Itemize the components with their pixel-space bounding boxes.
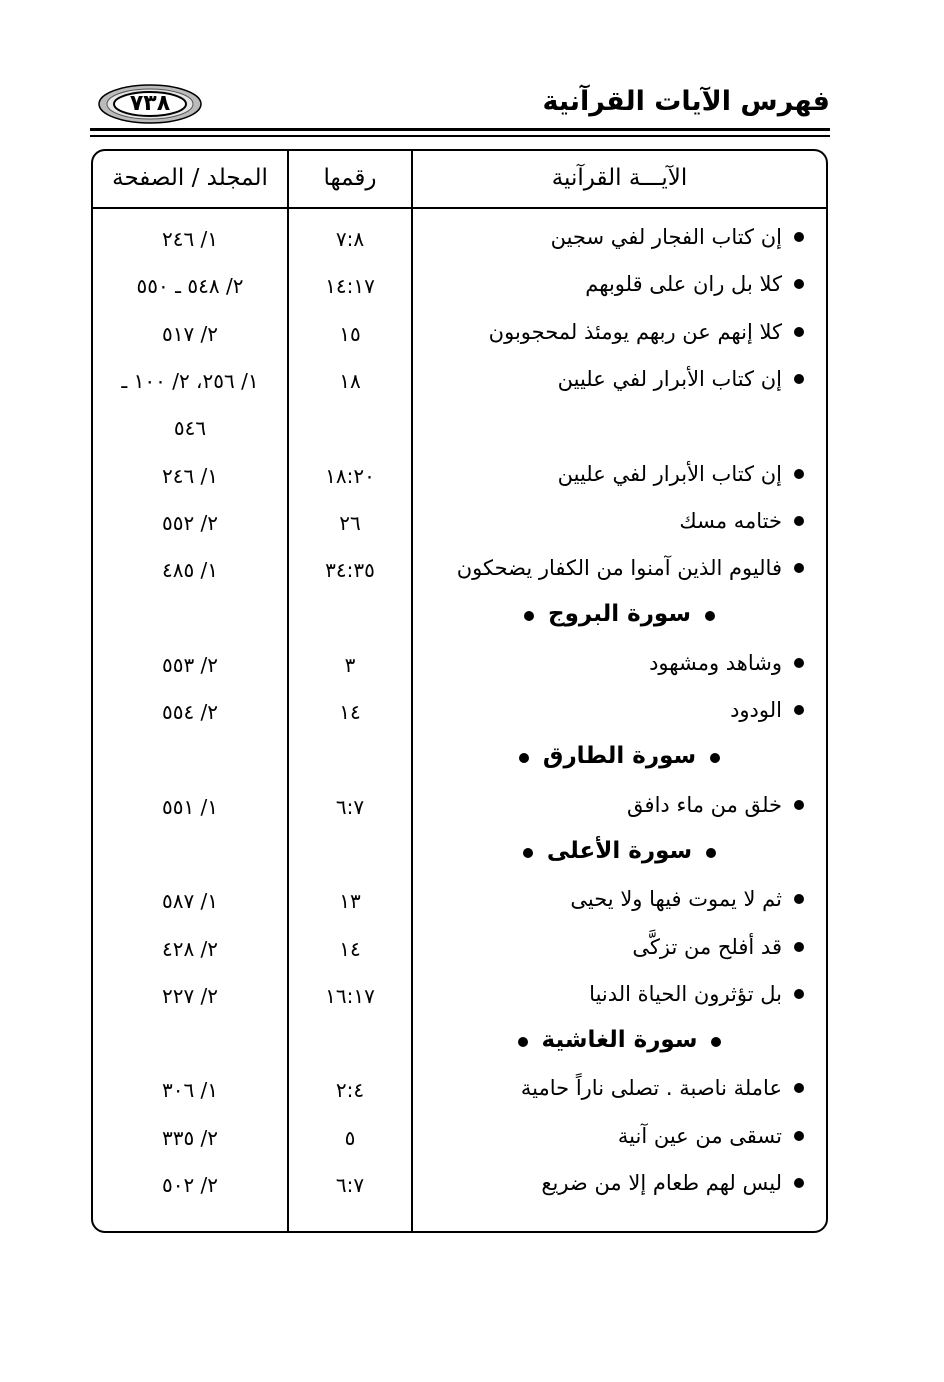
bullet-icon — [794, 279, 804, 289]
table-row — [93, 363, 826, 403]
table-row-continuation — [93, 410, 826, 450]
bullet-icon — [711, 1037, 721, 1047]
ayah-number-cell: ١٤ — [339, 700, 361, 724]
bullet-icon — [794, 327, 804, 337]
bullet-icon — [519, 753, 529, 763]
ayah-number-cell: ١٣ — [339, 889, 361, 914]
reference-cell: ١/ ٥٨٧ — [161, 889, 219, 914]
table-row — [93, 647, 826, 687]
ayah-cell — [627, 793, 804, 817]
surah-heading — [413, 838, 826, 864]
ayah-cell — [541, 1171, 804, 1195]
table-row — [93, 883, 826, 923]
ayah-number-cell: ٢٦ — [339, 510, 361, 535]
ayah-cell — [521, 1076, 804, 1100]
bullet-icon — [794, 232, 804, 242]
page-header — [90, 80, 830, 140]
reference-cell: ٢/ ٢٢٧ — [161, 983, 219, 1008]
ayah-cell — [618, 1124, 804, 1148]
ayah-cell — [558, 367, 804, 391]
bullet-icon — [794, 800, 804, 810]
ayah-cell — [679, 509, 804, 533]
surah-heading — [413, 743, 826, 769]
column-header-number: رقمها — [323, 165, 377, 191]
ayah-number-cell: ١٨:٢٠ — [325, 463, 375, 488]
bullet-icon — [794, 563, 804, 573]
reference-cell: ٢/ ٥٠٢ — [161, 1173, 219, 1197]
table-row — [93, 505, 826, 545]
ayah-number-cell: ٢:٤ — [335, 1078, 365, 1103]
reference-cell: ٢/ ٥٥٢ — [161, 510, 219, 535]
ayah-cell — [589, 982, 804, 1006]
surah-heading — [413, 1027, 826, 1053]
ayah-cell — [558, 462, 804, 486]
surah-heading-row — [93, 1025, 826, 1065]
column-header-ayah: الآيـــة القرآنية — [551, 165, 688, 191]
bullet-icon — [794, 989, 804, 999]
header-rule-thick — [90, 128, 830, 131]
table-row — [93, 1072, 826, 1112]
surah-title: سورة الأعلى — [546, 837, 693, 864]
bullet-icon — [794, 894, 804, 904]
ayah-number-cell: ٥ — [344, 1125, 356, 1150]
column-header-reference: المجلد / الصفحة — [112, 165, 268, 191]
ayah-cell — [632, 935, 804, 959]
bullet-icon — [706, 848, 716, 858]
index-title: فهرس الآيات القرآنية — [542, 86, 830, 117]
ayah-number-cell: ٦:٧ — [335, 1173, 365, 1197]
reference-cell: ١/ ٤٨٥ — [161, 558, 219, 583]
table-row — [93, 694, 826, 734]
table-row — [93, 316, 826, 356]
reference-cell: ٢/ ٥٤٨ ـ ٥٥٠ — [136, 274, 244, 299]
table-row — [93, 978, 826, 1018]
bullet-icon — [794, 1131, 804, 1141]
surah-heading — [413, 601, 826, 627]
bullet-icon — [794, 516, 804, 526]
bullet-icon — [794, 705, 804, 715]
ayah-text: ثم لا يموت فيها ولا يحيى — [570, 887, 782, 912]
ayah-cell — [730, 698, 804, 722]
ayah-cell — [551, 225, 804, 249]
ayah-text: عاملة ناصبة . تصلى ناراً حامية — [520, 1076, 782, 1101]
ayah-number-cell: ١٤ — [339, 936, 361, 961]
surah-title: سورة الطارق — [542, 743, 697, 770]
ayah-text: كلا إنهم عن ربهم يومئذ لمحجوبون — [488, 319, 782, 344]
ayah-number-cell: ٧:٨ — [335, 227, 365, 251]
ayah-text: ليس لهم طعام إلا من ضريع — [541, 1171, 782, 1195]
ayah-text: وشاهد ومشهود — [649, 650, 782, 675]
ayah-text: قد أفلح من تزكَّى — [632, 934, 782, 959]
table-row — [93, 931, 826, 971]
ayah-cell — [457, 556, 804, 580]
surah-heading-row — [93, 599, 826, 639]
ayah-text: ختامه مسك — [679, 508, 782, 533]
ayah-text: بل تؤثرون الحياة الدنيا — [589, 981, 782, 1006]
ayah-number-cell: ١٥ — [339, 321, 361, 346]
ayah-number-cell: ٦:٧ — [335, 794, 365, 819]
reference-cell: ١/ ٥٥١ — [161, 794, 219, 819]
surah-title: سورة الغاشية — [541, 1027, 698, 1054]
header-rule-thin — [90, 135, 830, 137]
surah-title: سورة البروج — [548, 601, 691, 628]
table-row — [93, 1167, 826, 1207]
reference-cell: ٢/ ٥٥٤ — [161, 700, 219, 724]
ayah-text: تسقى من عين آنية — [617, 1123, 782, 1148]
reference-cell: ٢/ ٣٣٥ — [161, 1125, 219, 1150]
page-number-badge — [98, 84, 202, 124]
ayah-cell — [570, 887, 804, 911]
bullet-icon — [524, 611, 534, 621]
ayah-text: إن كتاب الأبرار لفي عليين — [557, 366, 782, 391]
ayah-text: إن كتاب الأبرار لفي عليين — [557, 461, 782, 486]
ayah-number-cell: ١٨ — [339, 368, 361, 393]
reference-cell: ٢/ ٥٥٣ — [161, 652, 219, 677]
ayah-cell — [649, 651, 804, 675]
bullet-icon — [794, 469, 804, 479]
ayah-number-cell: ٣ — [344, 652, 356, 677]
bullet-icon — [794, 658, 804, 668]
bullet-icon — [794, 1178, 804, 1188]
reference-cell: ٢/ ٥١٧ — [161, 321, 219, 346]
reference-cell: ١/ ٢٤٦ — [161, 227, 219, 251]
bullet-icon — [523, 848, 533, 858]
reference-cell: ١/ ٢٥٦، ٢/ ١٠٠ ـ — [121, 368, 259, 393]
reference-cell: ١/ ٢٤٦ — [161, 463, 219, 488]
surah-heading-row — [93, 741, 826, 781]
ayah-number-cell: ١٤:١٧ — [325, 274, 375, 299]
reference-cell: ٢/ ٤٢٨ — [161, 936, 219, 961]
ayah-text: فاليوم الذين آمنوا من الكفار يضحكون — [456, 556, 782, 581]
bullet-icon — [710, 753, 720, 763]
header-divider — [93, 207, 826, 209]
ayah-text: كلا بل ران على قلوبهم — [585, 272, 782, 297]
ayah-number-cell: ١٦:١٧ — [325, 983, 375, 1008]
table-row — [93, 789, 826, 829]
table-row — [93, 268, 826, 308]
ayah-text: خلق من ماء دافق — [627, 792, 782, 817]
bullet-icon — [794, 942, 804, 952]
ayah-cell — [489, 320, 804, 344]
ayah-text: إن كتاب الفجار لفي سجين — [550, 225, 782, 249]
bullet-icon — [705, 611, 715, 621]
bullet-icon — [518, 1037, 528, 1047]
column-divider — [287, 151, 289, 1231]
bullet-icon — [794, 374, 804, 384]
page-number: ٧٣٨ — [129, 91, 171, 116]
ayah-cell — [585, 272, 804, 296]
table-row — [93, 458, 826, 498]
table-row — [93, 552, 826, 592]
surah-heading-row — [93, 836, 826, 876]
table-row — [93, 221, 826, 261]
ayah-number-cell: ٣٤:٣٥ — [325, 558, 375, 583]
reference-cell: ٥٤٦ — [173, 416, 207, 441]
reference-cell: ١/ ٣٠٦ — [161, 1078, 219, 1103]
ayah-text: الودود — [730, 698, 782, 722]
ayah-index-table — [91, 149, 828, 1233]
column-divider — [411, 151, 413, 1231]
table-row — [93, 1120, 826, 1160]
bullet-icon — [794, 1083, 804, 1093]
